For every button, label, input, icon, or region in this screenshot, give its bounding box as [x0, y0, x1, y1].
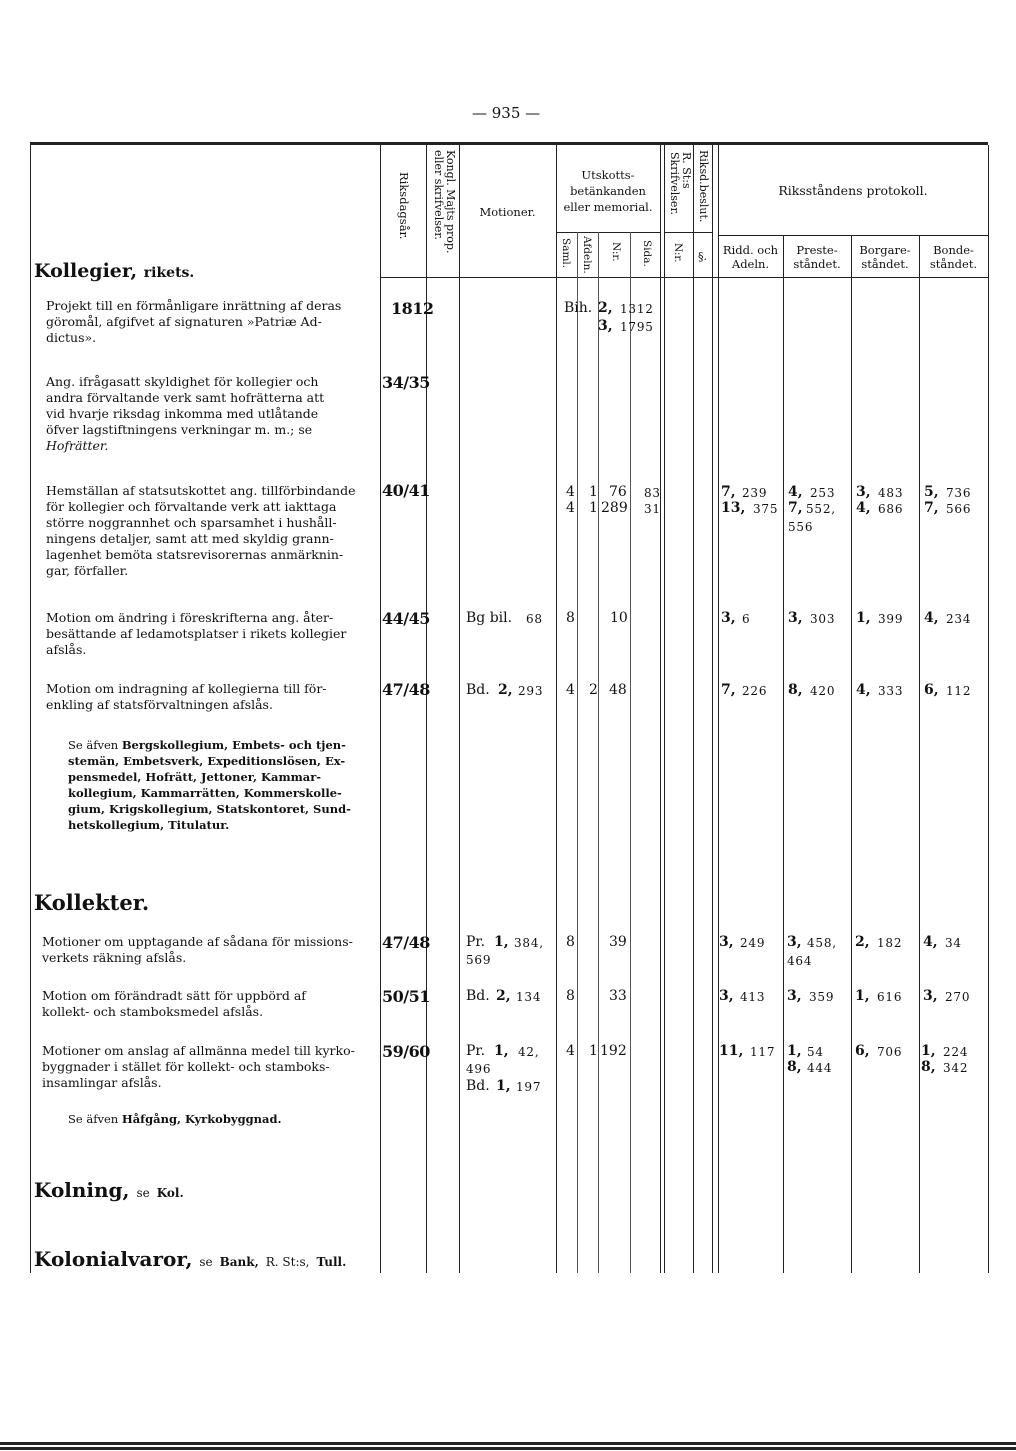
entry-6-year: 47/48	[382, 933, 430, 952]
col-nr-right	[630, 232, 631, 1273]
entry-3-borg-1-n: 3,	[856, 484, 871, 500]
entry-8-motion2: Bd.	[466, 1078, 490, 1094]
col-prest-right	[851, 235, 852, 1273]
entry-3-line-1: Hemställan af statsutskottet ang. tillförbindande	[46, 483, 356, 498]
entry-7-bonde-n: 3,	[923, 988, 938, 1004]
entry-8-line-2: byggnader i stället för kollekt- och stamboks-	[42, 1059, 330, 1074]
entry-7-borg-p: 616	[877, 990, 903, 1004]
entry-7-prest-p: 359	[809, 990, 835, 1004]
entry-3-ridd-1-n: 7,	[721, 484, 736, 500]
entry-8-motion2-n: 1,	[496, 1078, 511, 1094]
entry-7-year: 50/51	[382, 987, 430, 1006]
entry-3-ridd-1-p: 239	[742, 486, 768, 500]
header-nr: N:r.	[610, 242, 622, 262]
entry-6-prest-n: 3,	[787, 934, 802, 950]
entry-8-bonde-2-p: 342	[943, 1061, 969, 1075]
header-ridd-1: Ridd. och	[722, 243, 779, 257]
header-saml: Saml.	[560, 238, 572, 269]
entry-5-bonde-n: 6,	[924, 682, 939, 698]
bottom-rule	[0, 1442, 1016, 1445]
entry-8-ridd-p: 117	[750, 1045, 776, 1059]
header-rsts-skrif: R. St:s Skrifvelser.	[668, 152, 693, 215]
section-title-kollegier	[34, 260, 194, 282]
entry-4-prest-n: 3,	[788, 610, 803, 626]
see-also-1-line-1	[68, 737, 346, 753]
entry-3-line-3: större noggrannhet och sparsamhet i hushåll-	[46, 515, 337, 530]
col-year-left	[380, 145, 381, 1273]
entry-2-line-4: öfver lagstiftningens verkningar m. m.; se	[46, 422, 313, 437]
entry-8-saml: 4	[566, 1043, 575, 1059]
entry-3-ridd-2-p: 375	[753, 502, 779, 516]
entry-6-bonde-n: 4,	[923, 934, 938, 950]
header-kongl: Kongl. Majts prop. eller skrifvelser.	[432, 150, 457, 254]
entry-5-prest-p: 420	[810, 684, 836, 698]
entry-7-borg-n: 1,	[855, 988, 870, 1004]
header-prest-2: ståndet.	[793, 257, 841, 271]
entry-4-bonde-n: 4,	[924, 610, 939, 626]
header-afdeln: Afdeln.	[581, 236, 593, 274]
header-riksdagsar: Riksdagsår.	[397, 172, 411, 240]
entry-5-ridd-p: 226	[742, 684, 768, 698]
entry-1-line-1: Projekt till en förmånligare inrättning af deras	[46, 298, 342, 313]
entry-4-ridd-n: 3,	[721, 610, 736, 626]
entry-7-motion-p: 134	[516, 990, 542, 1004]
entry-3-line-6: gar, förfaller.	[46, 563, 129, 578]
entry-2-ref: Hofrätter.	[46, 438, 109, 453]
col-beslut-right	[712, 145, 713, 1273]
col-rsts-left	[664, 145, 665, 1273]
section-title-kolning	[34, 1178, 184, 1202]
entry-8-prest-2-p: 444	[807, 1061, 833, 1075]
entry-3-line-2: för kollegier och förvaltande verk att iakttaga	[46, 499, 337, 514]
entry-2-year: 34/35	[382, 373, 430, 392]
entry-3-borg-2-p: 686	[878, 502, 904, 516]
entry-5-motion-n: 2,	[498, 682, 513, 698]
col-borg-right	[919, 235, 920, 1273]
entry-3-nr-1: 76	[609, 484, 627, 500]
entry-3-saml-2: 4	[566, 500, 575, 516]
entry-8-line-3: insamlingar afslås.	[42, 1075, 162, 1090]
header-paragraph: §.	[698, 250, 707, 263]
entry-3-prest-extra: 556	[788, 520, 814, 534]
entry-7-ridd-n: 3,	[719, 988, 734, 1004]
entry-6-borg-n: 2,	[855, 934, 870, 950]
entry-1-bih1-p: 1312	[620, 302, 654, 316]
see-also-1-line-3: pensmedel, Hofrätt, Jettoner, Kammar-	[68, 770, 322, 784]
entry-7-nr: 33	[609, 988, 627, 1004]
entry-3-borg-1-p: 483	[878, 486, 904, 500]
entry-8-ridd-n: 11,	[719, 1043, 744, 1059]
col-left-border	[30, 145, 31, 1273]
entry-8-motion-p: 42,	[518, 1045, 540, 1059]
entry-3-prest-2-n: 7,	[788, 500, 803, 516]
see-also-1-line-6: hetskollegium, Titulatur.	[68, 818, 230, 832]
entry-3-bonde-1-n: 5,	[924, 484, 939, 500]
section-kolning-ref: Kol.	[156, 1186, 184, 1200]
entry-1-line-2: göromål, afgifvet af signaturen »Patriæ Ad-	[46, 314, 322, 329]
entry-4-bonde-p: 234	[946, 612, 972, 626]
top-rule	[30, 142, 988, 145]
section-kolning-word: Kolning,	[34, 1178, 130, 1202]
entry-6-ridd-n: 3,	[719, 934, 734, 950]
entry-3-prest-1-n: 4,	[788, 484, 803, 500]
col-motioner-right	[556, 145, 557, 1273]
header-ridd-2: Adeln.	[731, 257, 770, 271]
entry-8-motion-n: 1,	[494, 1043, 509, 1059]
entry-3-bonde-2-n: 7,	[924, 500, 939, 516]
entry-4-ridd-p: 6	[742, 612, 751, 626]
entry-8-line-1: Motioner om anslag af allmänna medel till kyrko-	[42, 1043, 355, 1058]
entry-7-motion-n: 2,	[496, 988, 511, 1004]
entry-3-prest-2-p: 552,	[806, 502, 836, 516]
entry-8-nr: 192	[600, 1043, 627, 1059]
see-also-2-refs: Håfgång, Kyrkobyggnad.	[121, 1112, 282, 1126]
entry-3-line-4: ningens detaljer, samt att med skyldig grann-	[46, 531, 334, 546]
col-ridd-right	[783, 235, 784, 1273]
entry-3-nr-2: 289	[601, 500, 628, 516]
entry-2-line-2: andra förvaltande verk samt hofrätterna att	[46, 390, 325, 405]
entry-8-year: 59/60	[382, 1042, 430, 1061]
entry-3-afd-2: 1	[589, 500, 598, 516]
entry-4-line-1: Motion om ändring i föreskrifterna ang. åter-	[46, 610, 334, 625]
header-borg-2: ståndet.	[861, 257, 909, 271]
entry-8-afd: 1	[589, 1043, 598, 1059]
entry-8-prest-2-n: 8,	[787, 1059, 802, 1075]
entry-8-prest-1-p: 54	[807, 1045, 824, 1059]
entry-6-ridd-p: 249	[740, 936, 766, 950]
entry-6-line-1: Motioner om upptagande af sådana för missions-	[42, 934, 353, 949]
entry-4-line-3: afslås.	[46, 642, 87, 657]
entry-6-motion-p2: 569	[466, 953, 492, 967]
entry-3-borg-2-n: 4,	[856, 500, 871, 516]
entry-6-motion: Pr.	[466, 934, 486, 950]
entry-3-afd-1: 1	[589, 484, 598, 500]
entry-6-prest-extra: 464	[787, 954, 813, 968]
entry-3-prest-1-p: 253	[810, 486, 836, 500]
entry-3-bonde-1-p: 736	[946, 486, 972, 500]
entry-3-sida-1: 83	[644, 486, 661, 500]
entry-5-afd: 2	[589, 682, 598, 698]
entry-5-nr: 48	[609, 682, 627, 698]
entry-7-motion: Bd.	[466, 988, 490, 1004]
entry-1-bih2-n: 3,	[598, 318, 613, 334]
entry-5-line-1: Motion om indragning af kollegierna till för-	[46, 681, 327, 696]
col-afdeln-right	[598, 232, 599, 1273]
entry-7-line-2: kollekt- och stamboksmedel afslås.	[42, 1004, 264, 1019]
entry-1-bih: Bih.	[564, 300, 593, 316]
entry-8-motion-p2: 496	[466, 1062, 492, 1076]
entry-2-line-1: Ang. ifrågasatt skyldighet för kollegier och	[46, 374, 319, 389]
col-rsts-right	[693, 145, 694, 1273]
entry-4-motion-p: 68	[526, 612, 543, 626]
col-right-border	[988, 145, 989, 1273]
header-bonde-1: Bonde-	[933, 243, 974, 257]
section-kolonial-ref-1: Bank,	[219, 1255, 259, 1269]
page-number: — 935 —	[472, 104, 541, 122]
section-kolning-se: se	[136, 1186, 150, 1200]
entry-7-bonde-p: 270	[945, 990, 971, 1004]
entry-4-borg-p: 399	[878, 612, 904, 626]
header-rsts-nr: N:r.	[672, 243, 684, 263]
entry-7-saml: 8	[566, 988, 575, 1004]
entry-6-prest-p: 458,	[807, 936, 837, 950]
entry-5-borg-n: 4,	[856, 682, 871, 698]
entry-8-prest-1-n: 1,	[787, 1043, 802, 1059]
bottom-rule-2	[0, 1447, 1016, 1450]
see-also-1-line-2: stemän, Embetsverk, Expeditionslösen, Ex-	[68, 754, 346, 768]
header-sida: Sida.	[641, 240, 653, 267]
entry-8-motion: Pr.	[466, 1043, 486, 1059]
col-saml-right	[577, 232, 578, 1273]
section-title-kollekter: Kollekter.	[34, 890, 150, 915]
entry-4-saml: 8	[566, 610, 575, 626]
entry-8-bonde-1-n: 1,	[921, 1043, 936, 1059]
entry-3-sida-2: 31	[644, 502, 661, 516]
section-kolonial-se: se	[199, 1255, 213, 1269]
section-title-kolonialvaror	[34, 1247, 346, 1271]
entry-6-line-2: verkets räkning afslås.	[42, 950, 187, 965]
header-prest-1: Preste-	[796, 243, 838, 257]
entry-2-line-3: vid hvarje riksdag inkomma med utlåtande	[46, 406, 319, 421]
section-kolonial-ref-2: R. St:s,	[265, 1255, 310, 1269]
entry-3-year: 40/41	[382, 481, 430, 500]
see-also-2-prefix: Se äfven	[68, 1112, 119, 1126]
entry-5-motion-p: 293	[518, 684, 544, 698]
section-kollegier-word: Kollegier,	[34, 260, 138, 282]
entry-5-bonde-p: 112	[946, 684, 972, 698]
entry-4-line-2: besättande af ledamotsplatser i rikets kollegier	[46, 626, 347, 641]
entry-8-motion2-p: 197	[516, 1080, 542, 1094]
header-bonde-2: ståndet.	[929, 257, 978, 271]
entry-7-line-1: Motion om förändradt sätt för uppbörd af	[42, 988, 306, 1003]
entry-4-motion: Bg bil.	[466, 610, 513, 626]
entry-6-borg-p: 182	[877, 936, 903, 950]
entry-5-borg-p: 333	[878, 684, 904, 698]
header-utskott-2: betänkanden	[570, 184, 646, 198]
see-also-1-ref-1: Bergskollegium, Embets- och tjen-	[121, 738, 346, 752]
entry-3-bonde-2-p: 566	[946, 502, 972, 516]
entry-5-motion: Bd.	[466, 682, 490, 698]
entry-6-bonde-p: 34	[945, 936, 962, 950]
col-protokoll-left	[718, 145, 719, 1273]
entry-7-ridd-p: 413	[740, 990, 766, 1004]
col-kongl-right	[459, 145, 460, 1273]
section-kollegier-sub: rikets.	[143, 265, 195, 281]
entry-4-nr: 10	[610, 610, 628, 626]
entry-3-line-5: lagenhet bemöta statsrevisorernas anmärknin-	[46, 547, 344, 562]
entry-4-prest-p: 303	[810, 612, 836, 626]
entry-5-line-2: enkling af statsförvaltningen afslås.	[46, 697, 273, 712]
entry-8-borg-p: 706	[877, 1045, 903, 1059]
col-utskott-right	[660, 145, 661, 1273]
entry-1-year: 1812	[391, 299, 434, 318]
entry-1-bih1-n: 2,	[598, 300, 613, 316]
entry-8-borg-n: 6,	[855, 1043, 870, 1059]
header-utskott-3: eller memorial.	[563, 200, 653, 214]
see-also-1-line-5: gium, Krigskollegium, Statskontoret, Sund-	[68, 802, 351, 816]
entry-3-ridd-2-n: 13,	[721, 500, 746, 516]
entry-6-motion-p: 384,	[514, 936, 544, 950]
see-also-2	[68, 1111, 282, 1127]
entry-1-bih2-p: 1795	[620, 320, 654, 334]
entry-3-saml-1: 4	[566, 484, 575, 500]
see-also-1-line-4: kollegium, Kammarrätten, Kommerskolle-	[68, 786, 342, 800]
section-kolonial-ref-3: Tull.	[316, 1255, 347, 1269]
header-protokoll: Riksståndens protokoll.	[778, 183, 928, 198]
header-borg-1: Borgare-	[859, 243, 911, 257]
entry-5-saml: 4	[566, 682, 575, 698]
entry-4-year: 44/45	[382, 609, 430, 628]
entry-7-prest-n: 3,	[787, 988, 802, 1004]
section-kolonial-word: Kolonialvaror,	[34, 1247, 193, 1271]
see-also-1-prefix: Se äfven	[68, 738, 119, 752]
utskott-sub-rule	[556, 232, 660, 233]
header-motioner: Motioner.	[479, 205, 536, 219]
header-utskott-1: Utskotts-	[581, 168, 635, 182]
rsts-sub-rule	[664, 232, 712, 233]
header-bottom-rule	[380, 277, 988, 278]
entry-8-bonde-1-p: 224	[943, 1045, 969, 1059]
header-riksd-beslut: Riksd.beslut.	[697, 150, 710, 223]
entry-6-nr: 39	[609, 934, 627, 950]
entry-5-ridd-n: 7,	[721, 682, 736, 698]
protokoll-sub-rule	[718, 235, 988, 236]
entry-5-prest-n: 8,	[788, 682, 803, 698]
entry-6-motion-n: 1,	[494, 934, 509, 950]
entry-4-borg-n: 1,	[856, 610, 871, 626]
entry-1-line-3: dictus».	[46, 330, 97, 345]
entry-8-bonde-2-n: 8,	[921, 1059, 936, 1075]
entry-5-year: 47/48	[382, 680, 430, 699]
entry-6-saml: 8	[566, 934, 575, 950]
